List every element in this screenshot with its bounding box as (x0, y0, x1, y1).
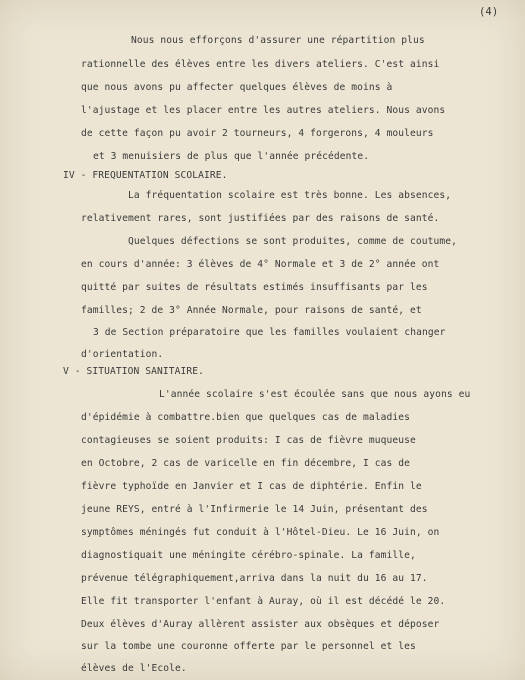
section-heading-sanitaire: V - SITUATION SANITAIRE. (63, 366, 205, 377)
text-line: d'orientation. (81, 349, 164, 360)
page-number: (4) (479, 6, 499, 18)
text-line: prévenue télégraphiquement,arriva dans la nuit du 16 au 17. (81, 573, 428, 584)
text-line: Deux élèves d'Auray allèrent assister aux obsèques et déposer (81, 619, 440, 630)
text-line: Quelques défections se sont produites, comme de coutume, (128, 236, 458, 247)
text-line: sur la tombe une couronne offerte par le personnel et les (81, 641, 416, 652)
section-heading-frequentation: IV - FREQUENTATION SCOLAIRE. (63, 170, 228, 181)
text-line: d'épidémie à combattre.bien que quelques cas de maladies (81, 412, 411, 423)
text-line: en cours d'année: 3 élèves de 4° Normale et 3 de 2° année ont (81, 259, 440, 270)
text-line: de cette façon pu avoir 2 tourneurs, 4 forgerons, 4 mouleurs (81, 128, 434, 139)
text-line: en Octobre, 2 cas de varicelle en fin décembre, I cas de (81, 458, 411, 469)
text-line: symptômes méningés fut conduit à l'Hôtel-Dieu. Le 16 Juin, on (81, 527, 440, 538)
text-line: quitté par suites de résultats estimés insuffisants par les (81, 282, 428, 293)
text-line: et 3 menuisiers de plus que l'année précédente. (93, 151, 370, 162)
text-line: élèves de l'Ecole. (81, 663, 187, 674)
text-line: 3 de Section préparatoire que les familles voulaient changer (93, 327, 446, 338)
text-line: jeune REYS, entré à l'Infirmerie le 14 Juin, présentant des (81, 504, 428, 515)
text-line: Nous nous efforçons d'assurer une répartition plus (131, 35, 425, 46)
text-line: contagieuses se soient produits: I cas de fièvre muqueuse (81, 435, 416, 446)
text-line: Elle fit transporter l'enfant à Auray, où il est décédé le 20. (81, 596, 446, 607)
text-line: fièvre typhoïde en Janvier et I cas de diphtérie. Enfin le (81, 481, 422, 492)
text-line: L'année scolaire s'est écoulée sans que nous ayons eu (159, 389, 471, 400)
text-line: diagnostiquait une méningite cérébro-spinale. La famille, (81, 550, 416, 561)
text-line: rationnelle des élèves entre les divers ateliers. C'est ainsi (81, 59, 440, 70)
text-line: l'ajustage et les placer entre les autres ateliers. Nous avons (81, 105, 446, 116)
text-line: relativement rares, sont justifiées par des raisons de santé. (81, 213, 440, 224)
text-line: La fréquentation scolaire est très bonne. Les absences, (128, 190, 452, 201)
text-line: familles; 2 de 3° Année Normale, pour raisons de santé, et (81, 305, 422, 316)
text-line: que nous avons pu affecter quelques élèves de moins à (81, 82, 393, 93)
